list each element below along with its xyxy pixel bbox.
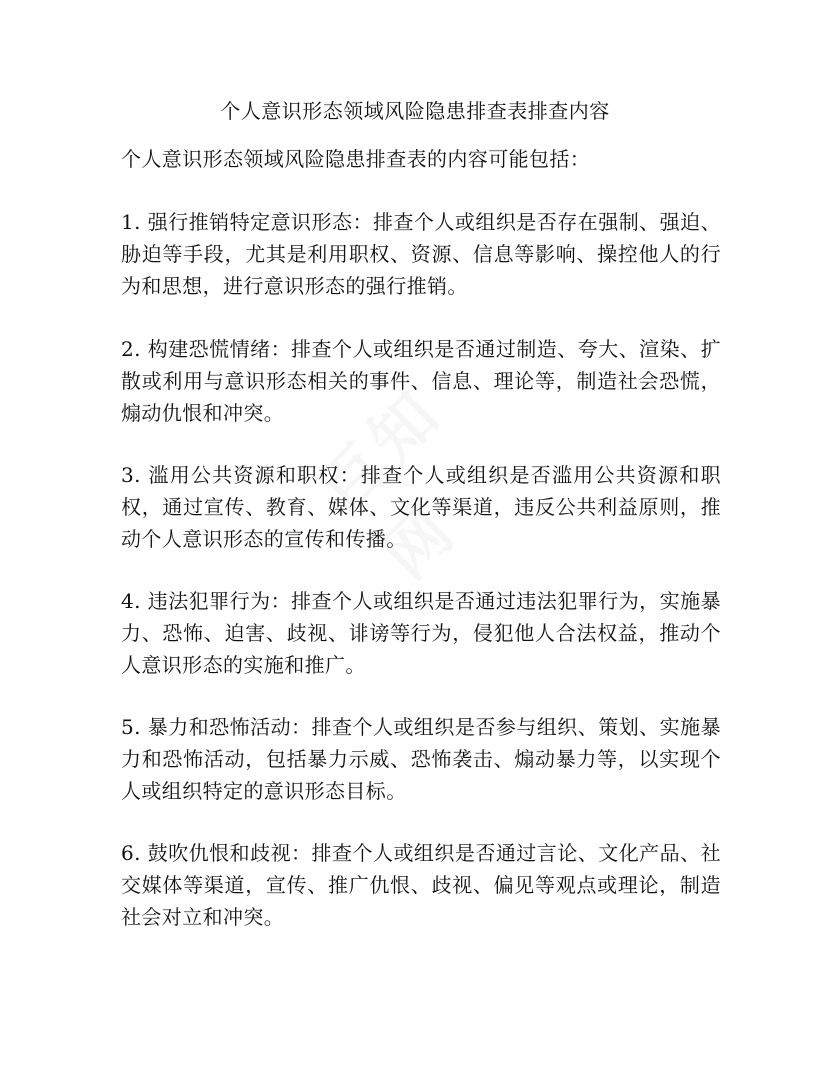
item-number: 5.	[121, 715, 148, 739]
item-number: 6.	[121, 841, 148, 865]
intro-paragraph: 个人意识形态领域风险隐患排查表的内容可能包括：	[121, 147, 591, 171]
list-item-2	[121, 333, 721, 429]
page-title: 个人意识形态领域风险隐患排查表排查内容	[220, 99, 610, 123]
item-number: 3.	[121, 463, 149, 487]
list-item-3	[121, 459, 721, 555]
item-text: 强行推销特定意识形态：排查个人或组织是否存在强制、强迫、胁迫等手段，尤其是利用职权、资源、信息等影响、操控他人的行为和思想，进行意识形态的强行推销。	[121, 210, 721, 298]
item-number: 1.	[121, 210, 148, 234]
item-text: 违法犯罪行为：排查个人或组织是否通过违法犯罪行为，实施暴力、恐怖、迫害、歧视、诽谤等行为，侵犯他人合法权益，推动个人意识形态的实施和推广。	[121, 589, 721, 677]
item-number: 4.	[121, 589, 148, 613]
item-text: 滥用公共资源和职权：排查个人或组织是否滥用公共资源和职权，通过宣传、教育、媒体、文化等渠道，违反公共利益原则，推动个人意识形态的宣传和传播。	[121, 463, 721, 551]
list-item-6	[121, 837, 721, 933]
item-text: 构建恐慌情绪：排查个人或组织是否通过制造、夸大、渲染、扩散或利用与意识形态相关的事件、信息、理论等，制造社会恐慌，煽动仇恨和冲突。	[121, 337, 721, 425]
item-text: 鼓吹仇恨和歧视：排查个人或组织是否通过言论、文化产品、社交媒体等渠道，宣传、推广仇恨、歧视、偏见等观点或理论，制造社会对立和冲突。	[121, 841, 721, 929]
list-item-1	[121, 206, 721, 302]
item-text: 暴力和恐怖活动：排查个人或组织是否参与组织、策划、实施暴力和恐怖活动，包括暴力示威、恐怖袭击、煽动暴力等，以实现个人或组织特定的意识形态目标。	[121, 715, 721, 803]
list-item-4	[121, 585, 721, 681]
list-item-5	[121, 711, 721, 807]
item-number: 2.	[121, 337, 148, 361]
